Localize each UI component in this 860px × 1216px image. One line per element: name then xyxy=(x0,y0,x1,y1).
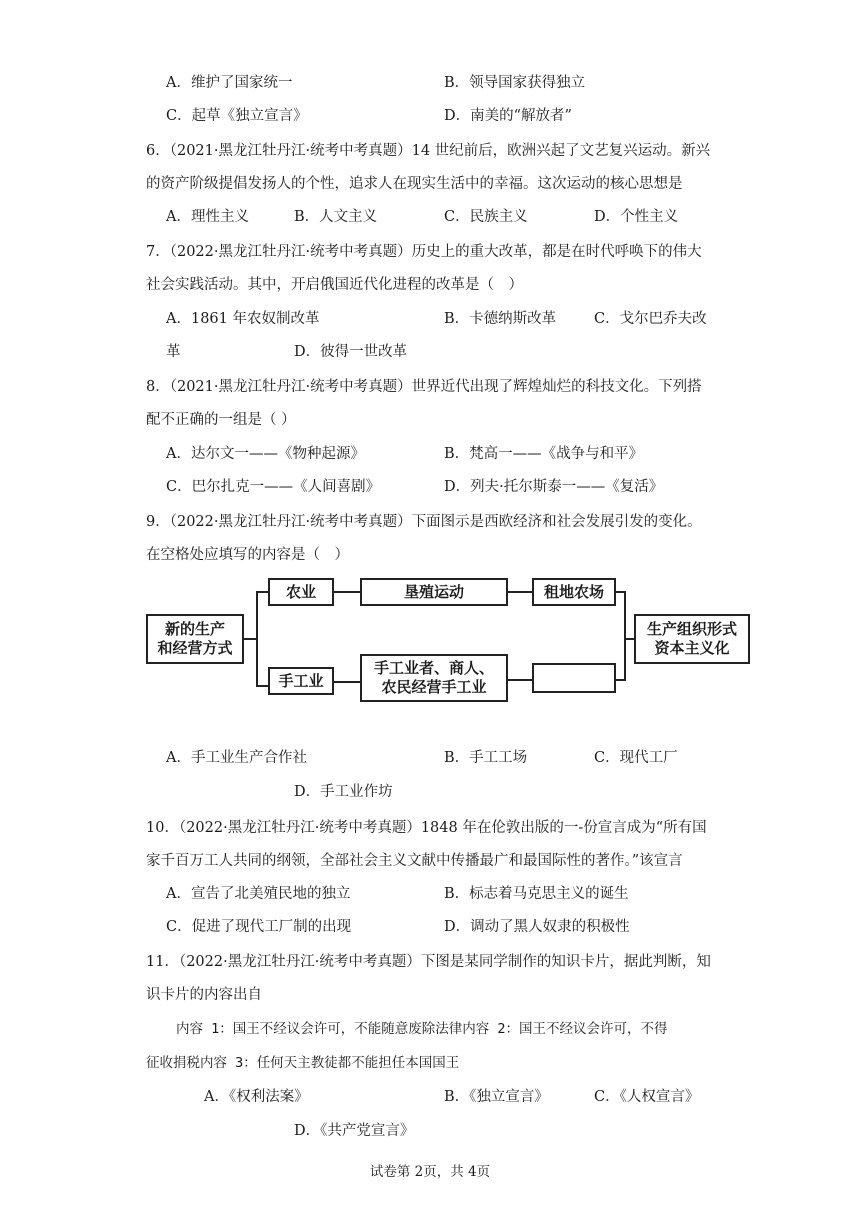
diagram-bracket-left xyxy=(256,591,258,687)
q10-stem-line2: 家千百万工人共同的纲领，全部社会主义文献中传播最广和最国际性的著作。”该宣言 xyxy=(146,853,683,869)
q6-option-d: D．个性主义 xyxy=(594,209,679,225)
q7-option-d: D．彼得一世改革 xyxy=(294,344,408,360)
q7-option-c: C．戈尔巴乔夫改 xyxy=(594,311,707,327)
q11-stem-line2: 识卡片的内容出自 xyxy=(146,987,262,1003)
q7-option-a: A．1861 年农奴制改革 xyxy=(166,311,320,327)
diagram-box-agriculture: 农业 xyxy=(268,578,334,606)
q5-option-a: A．维护了国家统一 xyxy=(166,75,293,91)
q6-option-a: A．理性主义 xyxy=(166,209,249,225)
q10-option-c: C．促进了现代工厂制的出现 xyxy=(166,919,352,935)
q9-option-a: A．手工业生产合作社 xyxy=(166,750,307,766)
diagram-box-enclosure: 垦殖运动 xyxy=(360,578,508,606)
q8-stem-line1: 8．（2021·黑龙江牡丹江·统考中考真题）世界近代出现了辉煌灿烂的科技文化。下列搭 xyxy=(146,379,702,395)
diagram-connector xyxy=(334,681,360,683)
diagram-connector xyxy=(256,591,268,593)
q8-option-d: D．列夫·托尔斯泰一——《复活》 xyxy=(444,479,664,495)
diagram-box-blank xyxy=(532,663,616,693)
q6-stem-line2: 的资产阶级提倡发扬人的个性，追求人在现实生活中的幸福。这次运动的核心思想是 xyxy=(146,176,683,192)
q8-stem-line2: 配不正确的一组是（ ） xyxy=(146,412,296,428)
diagram-box-handicraft: 手工业 xyxy=(268,667,334,695)
diagram-connector xyxy=(256,685,268,687)
q9-option-b: B．手工工场 xyxy=(444,750,528,766)
q6-stem-line1: 6．（2021·黑龙江牡丹江·统考中考真题）14 世纪前后，欧洲兴起了文艺复兴运动。新兴 xyxy=(146,143,711,159)
q8-option-b: B．梵高一——《战争与和平》 xyxy=(444,446,644,462)
q11-option-c: C．《人权宣言》 xyxy=(594,1089,700,1105)
diagram-connector xyxy=(334,591,360,593)
q5-option-d: D．南美的“解放者” xyxy=(444,108,572,124)
diagram-box-handicrafters: 手工业者、商人、 农民经营手工业 xyxy=(360,654,508,702)
q5-option-b: B．领导国家获得独立 xyxy=(444,75,586,91)
q6-option-c: C．民族主义 xyxy=(444,209,528,225)
q8-option-c: C．巴尔扎克一——《人间喜剧》 xyxy=(166,479,381,495)
diagram-box-new-production: 新的生产 和经营方式 xyxy=(146,614,244,664)
q8-option-a: A．达尔文一——《物种起源》 xyxy=(166,446,365,462)
q11-option-b: B．《独立宣言》 xyxy=(444,1089,549,1105)
q7-option-c-wrap: 革 xyxy=(166,344,181,360)
q7-option-b: B．卡德纳斯改革 xyxy=(444,311,557,327)
q7-stem-line2: 社会实践活动。其中，开启俄国近代化进程的改革是（ ） xyxy=(146,277,523,293)
q9-option-c: C．现代工厂 xyxy=(594,750,678,766)
diagram-connector xyxy=(508,679,532,681)
q10-option-a: A．宣告了北美殖民地的独立 xyxy=(166,886,351,902)
page-footer: 试卷第 2页，共 4页 xyxy=(369,1164,491,1180)
diagram-connector xyxy=(626,638,634,640)
knowledge-card-line1: 内容 1：国王不经议会许可，不能随意废除法律内容 2：国王不经议会许可，不得 xyxy=(176,1021,668,1037)
q7-stem-line1: 7．（2022·黑龙江牡丹江·统考中考真题）历史上的重大改革，都是在时代呼唤下的伟大 xyxy=(146,244,702,260)
q11-stem-line1: 11．（2022·黑龙江牡丹江·统考中考真题）下图是某同学制作的知识卡片，据此判断，知 xyxy=(146,954,711,970)
diagram-box-tenant-farm: 租地农场 xyxy=(532,578,616,606)
diagram-box-capitalism: 生产组织形式 资本主义化 xyxy=(634,614,750,664)
q10-stem-line1: 10．（2022·黑龙江牡丹江·统考中考真题）1848 年在伦敦出版的一-份宣言成为“所有国 xyxy=(146,820,707,836)
q6-option-b: B．人文主义 xyxy=(294,209,378,225)
q10-option-d: D．调动了黑人奴隶的积极性 xyxy=(444,919,630,935)
q5-option-c: C．起草《独立宣言》 xyxy=(166,108,308,124)
q10-option-b: B．标志着马克思主义的诞生 xyxy=(444,886,629,902)
q9-option-d: D．手工业作坊 xyxy=(294,784,393,800)
q11-option-d: D．《共产党宣言》 xyxy=(294,1123,415,1139)
q11-option-a: A．《权利法案》 xyxy=(204,1089,309,1105)
diagram-connector xyxy=(508,591,532,593)
q9-diagram xyxy=(140,575,760,705)
q9-stem-line2: 在空格处应填写的内容是（ ） xyxy=(146,547,349,563)
diagram-connector xyxy=(244,638,256,640)
diagram-bracket-right xyxy=(624,591,626,681)
q9-stem-line1: 9．（2022·黑龙江牡丹江·统考中考真题）下面图示是西欧经济和社会发展引发的变化。 xyxy=(146,514,702,530)
knowledge-card-line2: 征收捐税内容 3：任何天主教徒都不能担任本国国王 xyxy=(146,1055,460,1071)
